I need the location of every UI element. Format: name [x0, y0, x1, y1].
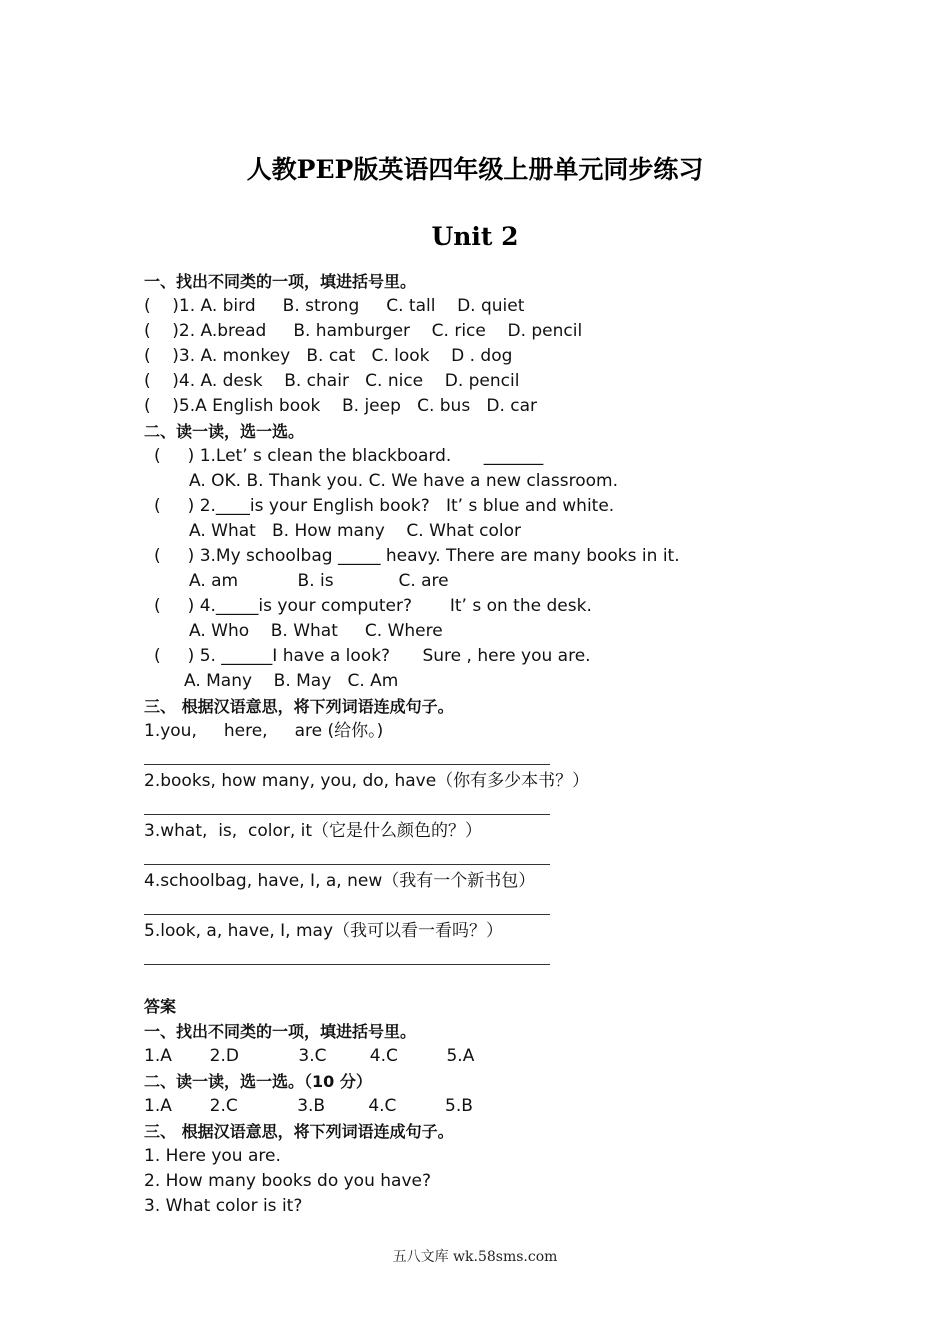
answers-section1-line: 1.A 2.D 3.C 4.C 5.A [144, 1046, 475, 1066]
section3-item-3: 3.what, is, color, it（它是什么颜色的？） [144, 821, 483, 841]
section1-item-1: ( )1. A. bird B. strong C. tall D. quiet [144, 296, 525, 316]
worksheet-body [144, 269, 844, 1219]
answer-blank-line-2 [144, 794, 844, 819]
document-title: 人教PEP版英语四年级上册单元同步练习 [246, 155, 704, 184]
answer-blank-line-1 [144, 744, 844, 769]
section2-options-3: A. am B. is C. are [189, 571, 449, 591]
answers-section3-line-2: 2. How many books do you have? [144, 1171, 431, 1191]
spacer [144, 969, 844, 994]
answers-section3-line-1: 1. Here you are. [144, 1146, 281, 1166]
section2-question-2: ( ) 2.____is your English book? It’ s blue and white. [154, 496, 615, 516]
section2-options-2: A. What B. How many C. What color [189, 521, 522, 541]
section1-item-2: ( )2. A.bread B. hamburger C. rice D. pencil [144, 321, 583, 341]
section1-heading: 一、找出不同类的一项，填进括号里。 [144, 272, 417, 291]
section3-item-2: 2.books, how many, you, do, have（你有多少本书？） [144, 771, 590, 791]
section2-options-1: A. OK. B. Thank you. C. We have a new classroom. [189, 471, 619, 491]
section2-question-1: ( ) 1.Let’ s clean the blackboard. _______ [154, 446, 544, 466]
answers-section3-line-3: 3. What color is it? [144, 1196, 303, 1216]
section2-heading: 二、读一读，选一选。 [144, 422, 305, 441]
section3-heading: 三、 根据汉语意思，将下列词语连成句子。 [144, 697, 454, 716]
section2-question-3: ( ) 3.My schoolbag _____ heavy. There are many books in it. [154, 546, 680, 566]
section1-item-3: ( )3. A. monkey B. cat C. look D . dog [144, 346, 513, 366]
answer-blank-line-3 [144, 844, 844, 869]
answers-section3-heading: 三、 根据汉语意思，将下列词语连成句子。 [144, 1122, 454, 1141]
section3-item-5: 5.look, a, have, I, may（我可以看一看吗？） [144, 921, 504, 941]
answer-blank-line-4 [144, 894, 844, 919]
answers-section1-heading: 一、找出不同类的一项，填进括号里。 [144, 1022, 417, 1041]
page-footer: 五八文库 wk.58sms.com [392, 1249, 558, 1265]
section1-item-4: ( )4. A. desk B. chair C. nice D. pencil [144, 371, 520, 391]
answers-heading: 答案 [144, 997, 177, 1016]
answers-section2-line: 1.A 2.C 3.B 4.C 5.B [144, 1096, 473, 1116]
section2-question-5: ( ) 5. ______I have a look? Sure , here you are. [154, 646, 591, 666]
section3-item-4: 4.schoolbag, have, I, a, new（我有一个新书包） [144, 871, 536, 891]
section2-options-4: A. Who B. What C. Where [189, 621, 443, 641]
section1-item-5: ( )5.A English book B. jeep C. bus D. car [144, 396, 538, 416]
section3-item-1: 1.you, here, are (给你。) [144, 721, 384, 741]
section2-question-4: ( ) 4._____is your computer? It’ s on the desk. [154, 596, 592, 616]
answer-blank-line-5 [144, 944, 844, 969]
answers-section2-heading: 二、读一读，选一选。（10 分） [144, 1072, 372, 1091]
section2-options-5: A. Many B. May C. Am [184, 671, 399, 691]
unit-title: Unit 2 [431, 222, 519, 251]
